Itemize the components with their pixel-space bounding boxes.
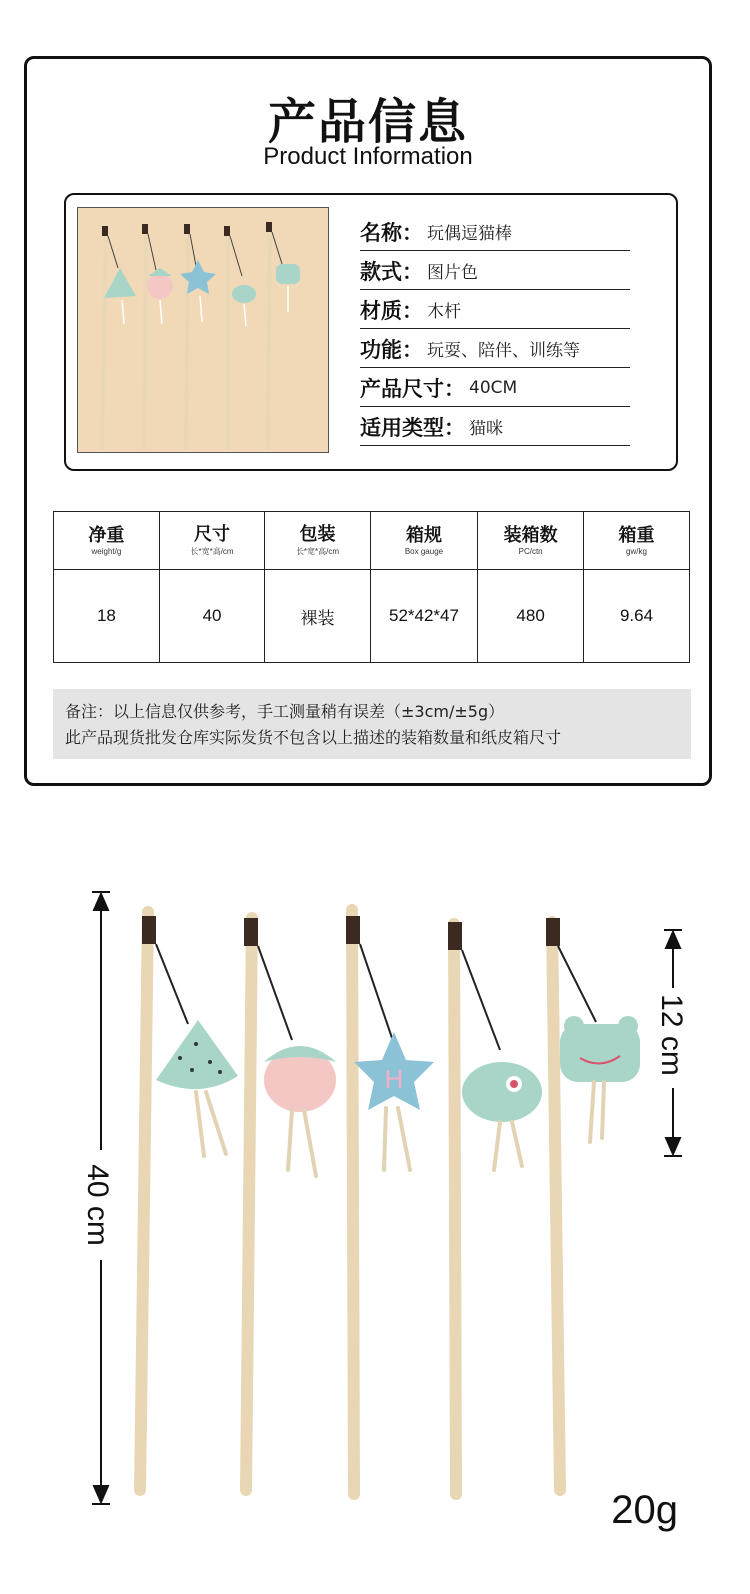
spec-row-name: [360, 213, 630, 251]
note-box: [53, 689, 691, 759]
spec-key: 款式：: [360, 259, 423, 284]
spec-row-material: [360, 291, 630, 329]
spec-row-function: [360, 330, 630, 368]
table-header-row: [54, 512, 690, 570]
header-cn: 净重: [88, 525, 125, 546]
header-cn: 包装: [299, 524, 336, 545]
note-line-2: 此产品现货批发仓库实际发货不包含以上描述的装箱数量和纸皮箱尺寸: [65, 728, 562, 747]
product-info-card: [24, 56, 712, 786]
spec-row-style: [360, 252, 630, 290]
weight-label: 20g: [611, 1488, 678, 1532]
watermelon-toy: [156, 1020, 238, 1089]
header-en: Box gauge: [404, 547, 444, 556]
strings: [156, 944, 596, 1050]
header-en: gw/kg: [626, 547, 647, 556]
info-box: [64, 193, 678, 471]
table-header-cell: [478, 512, 584, 570]
table-cell: 480: [478, 570, 584, 663]
spec-value: 图片色: [427, 263, 478, 283]
svg-text:H: H: [384, 1064, 404, 1094]
table-row: [54, 570, 690, 663]
table-cell: 40: [159, 570, 264, 663]
header-en: 长*宽*高/cm: [190, 547, 234, 556]
table-cell: 52*42*47: [370, 570, 478, 663]
packing-table: [53, 511, 690, 663]
table-cell: 9.64: [584, 570, 690, 663]
header-en: PC/ctn: [518, 547, 543, 556]
spec-list: [360, 213, 630, 447]
table-cell: 裸装: [265, 570, 370, 663]
header-cn: 尺寸: [194, 524, 231, 545]
spec-value: 40CM: [469, 377, 518, 398]
spec-key: 名称：: [360, 220, 423, 245]
header-en: 长*宽*高/cm: [295, 547, 340, 556]
bird-toy: [462, 1062, 542, 1122]
spec-key: 适用类型：: [360, 415, 465, 440]
product-thumbnail: [77, 207, 329, 453]
title-en: Product Information: [263, 143, 473, 170]
note-line-1: 备注：以上信息仅供参考，手工测量稍有误差（±3cm/±5g）: [65, 702, 505, 721]
spec-key: 产品尺寸：: [360, 376, 465, 401]
length-label: 40 cm: [81, 1164, 114, 1246]
spec-key: 材质：: [360, 298, 423, 323]
header-en: weight/g: [91, 547, 122, 556]
product-dimension-image: [0, 870, 750, 1594]
toy-height-label: 12 cm: [655, 994, 688, 1076]
table-cell: 18: [54, 570, 160, 663]
spec-row-type: [360, 408, 630, 446]
header-cn: 装箱数: [503, 525, 558, 546]
spec-value: 猫咪: [469, 419, 503, 439]
strawberry-toy: [264, 1046, 336, 1112]
star-toy: [354, 1032, 434, 1110]
spec-value: 玩耍、陪伴、训练等: [427, 341, 580, 361]
header-cn: 箱重: [618, 525, 655, 546]
table-header-cell: [159, 512, 264, 570]
spec-row-size: [360, 369, 630, 407]
header-cn: 箱规: [405, 525, 442, 546]
wooden-sticks: [140, 910, 560, 1494]
spec-key: 功能：: [360, 337, 423, 362]
spec-value: 玩偶逗猫棒: [427, 224, 512, 244]
table-header-cell: [584, 512, 690, 570]
title-cn: 产品信息: [267, 94, 468, 150]
table-header-cell: [54, 512, 160, 570]
spec-value: 木杆: [427, 302, 461, 322]
table-header-cell: [265, 512, 370, 570]
table-header-cell: [370, 512, 478, 570]
frog-toy: [560, 1016, 640, 1082]
